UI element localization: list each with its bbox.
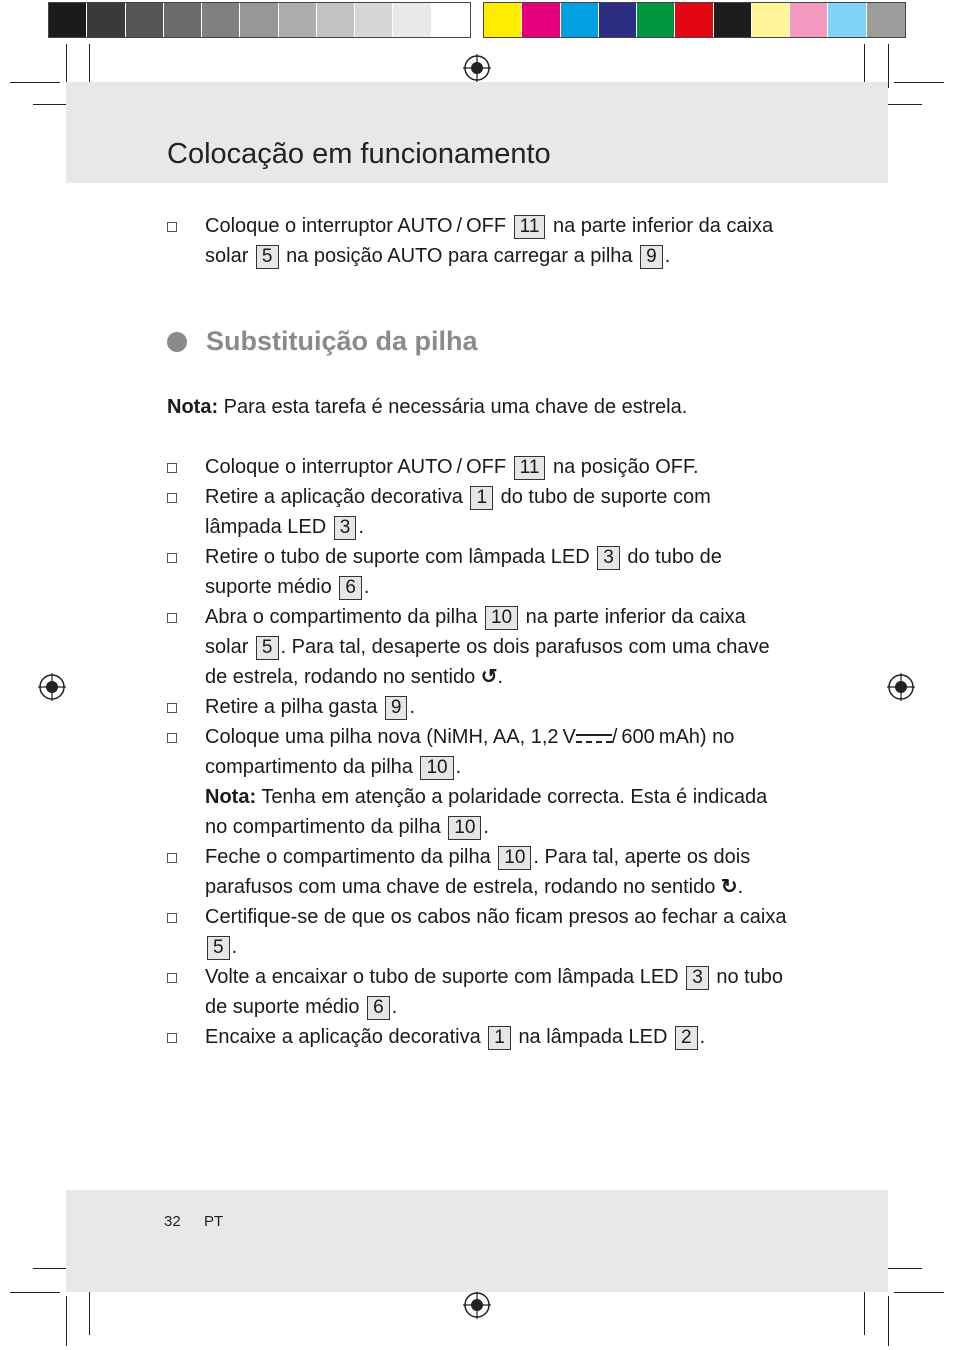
part-reference: 9 [640, 245, 663, 269]
part-reference: 10 [448, 816, 481, 840]
language-code: PT [204, 1213, 224, 1230]
list-item [167, 722, 792, 842]
list-item [167, 962, 792, 1022]
color-swatch [561, 3, 599, 37]
part-reference: 3 [334, 516, 357, 540]
step-text: do tubo de suporte médio [205, 546, 722, 598]
color-swatch [202, 3, 240, 37]
step-text: Coloque uma pilha nova (NiMH, AA, 1,2 V [205, 726, 576, 748]
step-text: Coloque o interruptor AUTO / OFF [205, 456, 507, 478]
section-heading [167, 326, 478, 357]
step-text: do tubo de suporte com lâmpada LED [205, 486, 711, 538]
list-item [167, 692, 792, 722]
part-reference: 11 [514, 456, 546, 480]
step-text: Abra o compartimento da pilha [205, 606, 478, 628]
step-text: na lâmpada LED [518, 1026, 668, 1048]
step-text: Retire a pilha gasta [205, 696, 378, 718]
part-reference: 10 [420, 756, 453, 780]
crop-mark [888, 1296, 889, 1346]
checkbox-bullet-icon [167, 853, 177, 863]
color-swatch [675, 3, 713, 37]
part-reference: 6 [367, 996, 390, 1020]
footer-band [66, 1190, 888, 1292]
color-swatch [49, 3, 87, 37]
step-text: na posição OFF. [552, 456, 699, 478]
clockwise-arrow-icon: ↻ [720, 876, 738, 898]
crop-mark [882, 104, 922, 105]
crop-mark [89, 1285, 90, 1335]
list-item [167, 211, 792, 271]
part-reference: 9 [385, 696, 408, 720]
intro-step [167, 211, 792, 271]
list-item [167, 482, 792, 542]
step-text: . [231, 936, 238, 958]
list-item [167, 1022, 792, 1052]
step-text: . [391, 996, 398, 1018]
part-reference: 6 [339, 576, 362, 600]
note-text: Para esta tarefa é necessária uma chave de estrela. [223, 396, 688, 418]
step-text: . [699, 1026, 706, 1048]
checkbox-bullet-icon [167, 1033, 177, 1043]
step-text: . Para tal, desaperte os dois parafusos com uma chave de estrela, rodando no sentido [205, 636, 770, 688]
grayscale-calibration-bar [48, 2, 471, 38]
section-title: Substituição da pilha [206, 326, 478, 356]
color-swatch [87, 3, 125, 37]
part-reference: 10 [485, 606, 518, 630]
checkbox-bullet-icon [167, 703, 177, 713]
step-text: . [483, 816, 489, 838]
color-swatch [599, 3, 637, 37]
checkbox-bullet-icon [167, 463, 177, 473]
color-swatch [828, 3, 866, 37]
part-reference: 5 [256, 245, 279, 269]
step-text: Retire a aplicação decorativa [205, 486, 463, 508]
color-swatch [432, 3, 470, 37]
step-text: Retire o tubo de suporte com lâmpada LED [205, 546, 590, 568]
color-swatch [279, 3, 317, 37]
step-text: Certifique-se de que os cabos não ficam presos ao fechar a caixa [205, 906, 787, 928]
step-text: . [455, 756, 462, 778]
part-reference: 5 [256, 636, 279, 660]
crop-mark [894, 1292, 944, 1293]
color-swatch [867, 3, 905, 37]
list-item [167, 452, 792, 482]
part-reference: 2 [675, 1026, 698, 1050]
crop-mark [66, 1296, 67, 1346]
part-reference: 1 [470, 486, 493, 510]
list-item [167, 902, 792, 962]
registration-mark-icon [38, 673, 66, 701]
checkbox-bullet-icon [167, 613, 177, 623]
page-title: Colocação em funcionamento [167, 138, 551, 170]
direct-current-symbol-icon [576, 729, 612, 747]
part-reference: 3 [686, 966, 709, 990]
checkbox-bullet-icon [167, 733, 177, 743]
color-swatch [126, 3, 164, 37]
color-swatch [393, 3, 431, 37]
list-item [167, 602, 792, 692]
color-swatch [790, 3, 828, 37]
color-swatch [164, 3, 202, 37]
counterclockwise-arrow-icon: ↺ [480, 666, 498, 688]
step-text: na posição AUTO para carregar a pilha [286, 245, 633, 267]
part-reference: 10 [498, 846, 531, 870]
step-text: na parte inferior da caixa solar [205, 606, 746, 658]
color-swatch [714, 3, 752, 37]
section-bullet-icon [167, 332, 187, 352]
checkbox-bullet-icon [167, 973, 177, 983]
crop-mark [888, 44, 889, 88]
step-text: . [409, 696, 416, 718]
part-reference: 11 [514, 215, 546, 239]
part-reference: 1 [488, 1026, 511, 1050]
checkbox-bullet-icon [167, 553, 177, 563]
note-label: Nota: [167, 396, 219, 418]
list-item [167, 842, 792, 902]
step-text: . Para tal, aperte os dois parafusos com uma chave de estrela, rodando no sentido [205, 846, 751, 898]
crop-mark [882, 1268, 922, 1269]
color-swatch [752, 3, 790, 37]
step-text: Volte a encaixar o tubo de suporte com lâmpada LED [205, 966, 679, 988]
registration-mark-icon [463, 54, 491, 82]
step-text: . [358, 516, 364, 538]
step-text: Encaixe a aplicação decorativa [205, 1026, 481, 1048]
page-number: 32 [164, 1213, 181, 1230]
step-text: . [737, 876, 744, 898]
step-text: na parte inferior da caixa solar [205, 215, 774, 267]
color-swatch [355, 3, 393, 37]
note [167, 392, 792, 422]
step-text: . [497, 666, 504, 688]
step-text: . [363, 576, 370, 598]
note-label: Nota: [205, 786, 257, 808]
checkbox-bullet-icon [167, 222, 177, 232]
step-text: / 600 mAh) no compartimento da pilha [205, 726, 735, 778]
registration-mark-icon [463, 1291, 491, 1319]
note-text: Tenha em atenção a polaridade correcta. Esta é indicada no compartimento da pilha [205, 786, 768, 838]
crop-mark [10, 1292, 60, 1293]
color-calibration-bar [483, 2, 906, 38]
crop-mark [864, 1285, 865, 1335]
color-swatch [317, 3, 355, 37]
step-text: Feche o compartimento da pilha [205, 846, 491, 868]
crop-mark [894, 82, 944, 83]
checkbox-bullet-icon [167, 493, 177, 503]
step-text: no tubo de suporte médio [205, 966, 784, 1018]
color-swatch [240, 3, 278, 37]
color-swatch [484, 3, 522, 37]
checkbox-bullet-icon [167, 913, 177, 923]
step-text: . [664, 245, 671, 267]
crop-mark [10, 82, 60, 83]
part-reference: 3 [597, 546, 620, 570]
registration-mark-icon [887, 673, 915, 701]
color-swatch [637, 3, 675, 37]
part-reference: 5 [207, 936, 230, 960]
list-item [167, 542, 792, 602]
color-swatch [522, 3, 560, 37]
step-list [167, 452, 792, 1052]
step-text: Coloque o interruptor AUTO / OFF [205, 215, 507, 237]
